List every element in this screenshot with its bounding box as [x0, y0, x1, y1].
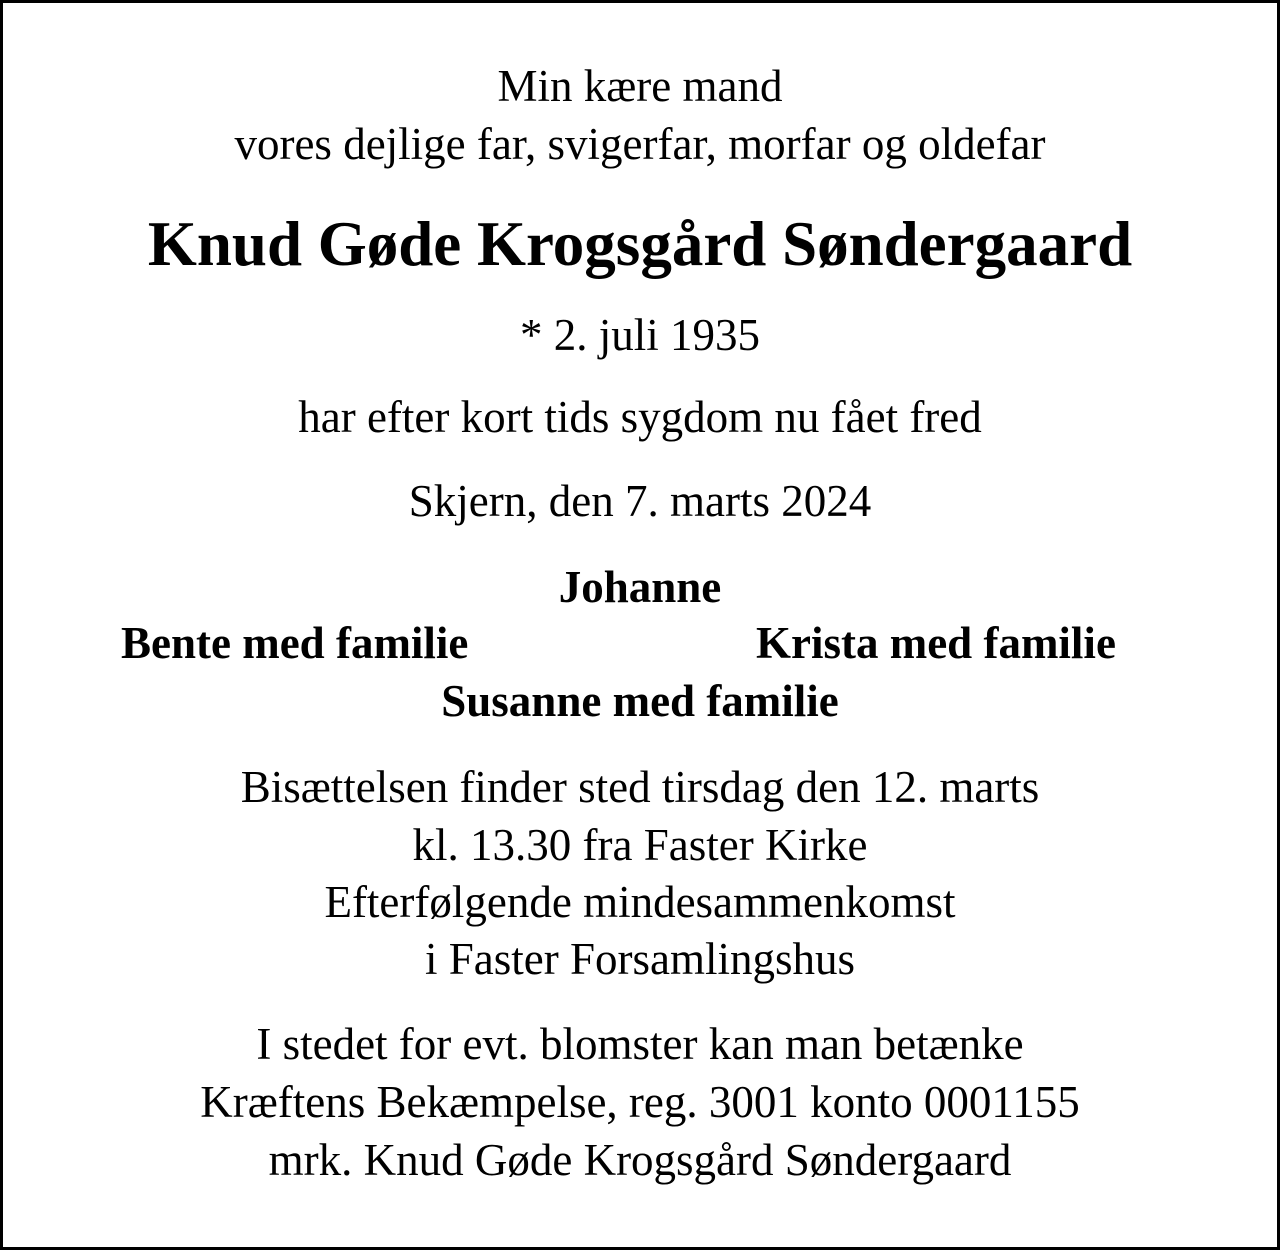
family-bente: Bente med familie: [121, 618, 469, 668]
family-susanne: Susanne med familie: [441, 676, 839, 726]
intro-line-1: Min kære mand: [497, 61, 783, 111]
birth-date: * 2. juli 1935: [519, 310, 760, 360]
place-and-date: Skjern, den 7. marts 2024: [408, 476, 872, 526]
ceremony-line-3: Efterfølgende mindesammenkomst: [324, 877, 956, 927]
donation-line-1: I stedet for evt. blomster kan man betænke: [256, 1019, 1024, 1069]
family-krista: Krista med familie: [756, 618, 1116, 668]
family-spouse: Johanne: [558, 562, 722, 612]
intro-line-2: vores dejlige far, svigerfar, morfar og oldefar: [234, 119, 1046, 169]
deceased-name: Knud Gøde Krogsgård Søndergaard: [147, 209, 1133, 279]
donation-line-3: mrk. Knud Gøde Krogsgård Søndergaard: [268, 1135, 1012, 1185]
passing-message: har efter kort tids sygdom nu fået fred: [298, 392, 982, 442]
donation-line-2: Kræftens Bekæmpelse, reg. 3001 konto 0001155: [200, 1077, 1080, 1127]
ceremony-line-1: Bisættelsen finder sted tirsdag den 12. marts: [240, 762, 1040, 812]
ceremony-line-2: kl. 13.30 fra Faster Kirke: [412, 820, 868, 870]
ceremony-line-4: i Faster Forsamlingshus: [424, 934, 855, 984]
